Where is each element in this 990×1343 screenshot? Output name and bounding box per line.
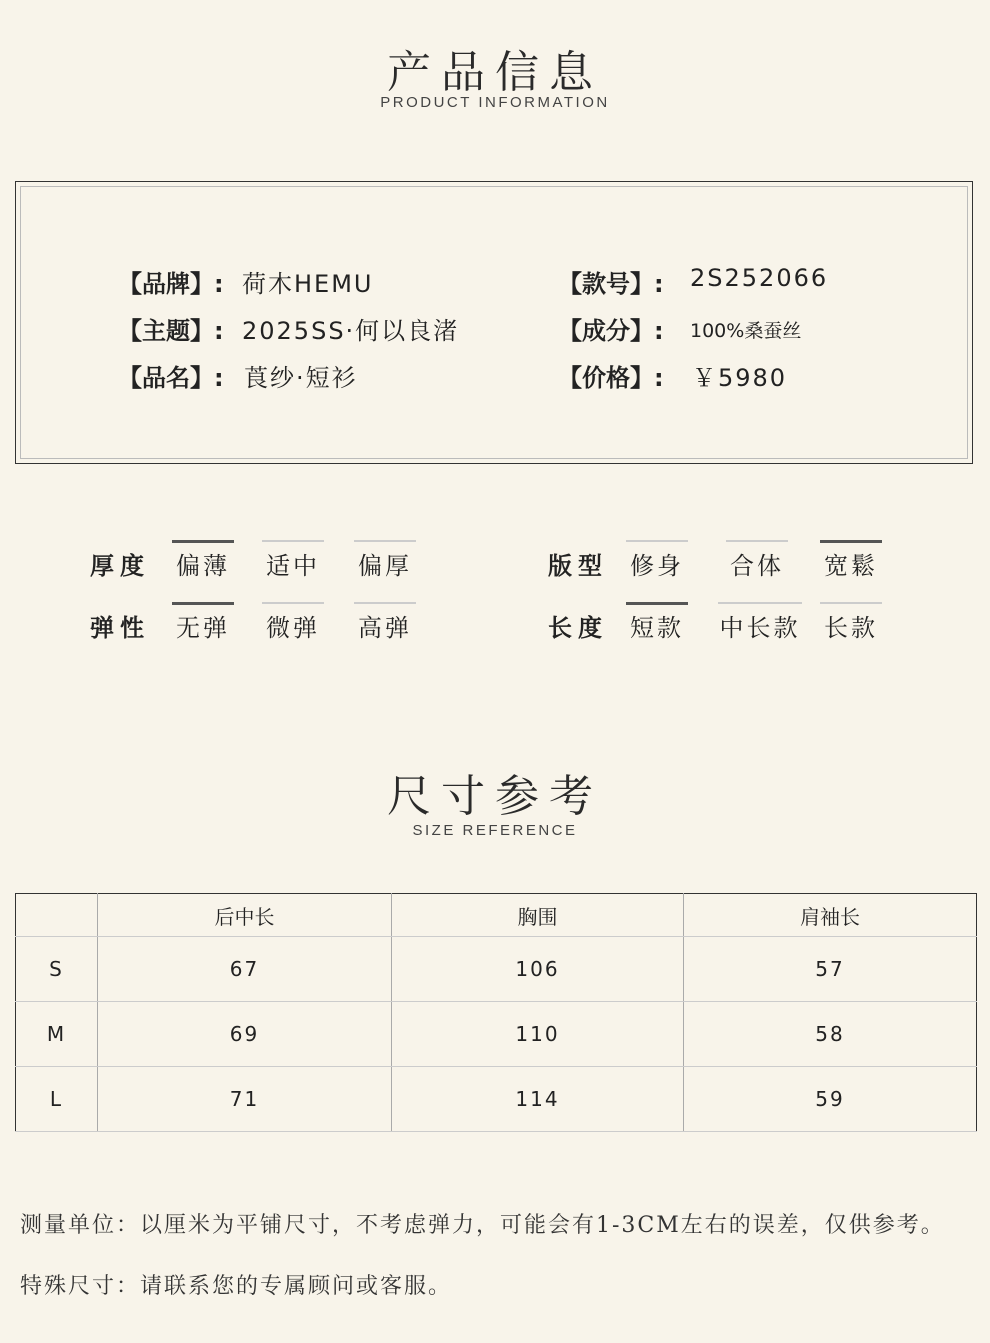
price-value: ￥5980 [692,364,788,392]
header-cell-empty [16,894,98,937]
table-cell: 69 [98,1002,392,1067]
price-label: 【价格】: [558,364,664,392]
style-no-label: 【款号】: [558,270,664,298]
table-row [16,1002,977,1067]
theme-value: 2025SS·何以良渚 [242,317,460,345]
table-row [16,937,977,1002]
brand-label: 【品牌】: [118,270,224,298]
table-cell: 59 [684,1067,977,1132]
attribute-option: 短款 [630,614,684,642]
product-info-subtitle: PRODUCT INFORMATION [380,94,610,111]
attribute-option: 中长款 [719,614,801,642]
attribute-option: 高弹 [358,614,412,642]
size-label-cell: L [16,1067,98,1132]
attribute-option: 偏厚 [358,552,412,580]
product-info-title: 产品信息 [387,47,603,98]
table-cell: 71 [98,1067,392,1132]
attribute-option: 长款 [824,614,878,642]
table-cell: 114 [392,1067,684,1132]
product-name-value: 莨纱·短衫 [244,364,358,392]
table-cell: 57 [684,937,977,1002]
header-back-length: 后中长 [98,894,392,937]
attribute-option: 无弹 [176,614,230,642]
attribute-option: 修身 [630,552,684,580]
brand-value: 荷木HEMU [242,270,374,298]
table-cell: 67 [98,937,392,1002]
size-reference-subtitle: SIZE REFERENCE [412,822,578,839]
attribute-option: 适中 [266,552,320,580]
attribute-label: 长度 [548,614,608,642]
composition-label: 【成分】: [558,317,664,345]
attribute-option: 宽鬆 [824,552,878,580]
attribute-option: 偏薄 [176,552,230,580]
table-cell: 58 [684,1002,977,1067]
attribute-label: 弹性 [90,614,150,642]
size-label-cell: M [16,1002,98,1067]
theme-label: 【主题】: [118,317,224,345]
table-cell: 110 [392,1002,684,1067]
attribute-option: 微弹 [266,614,320,642]
composition-value: 100%桑蚕丝 [690,320,802,342]
special-size-note: 特殊尺寸：请联系您的专属顾问或客服。 [20,1274,453,1299]
product-name-label: 【品名】: [118,364,224,392]
attribute-label: 版型 [548,552,608,580]
attribute-option: 合体 [730,552,784,580]
size-table [15,893,977,1132]
measurement-note: 测量单位：以厘米为平铺尺寸，不考虑弹力，可能会有1-3CM左右的误差，仅供参考。 [20,1213,945,1238]
table-row [16,1067,977,1132]
style-no-value: 2S252066 [690,264,829,292]
table-cell: 106 [392,937,684,1002]
header-shoulder-sleeve: 肩袖长 [684,894,977,937]
size-table-header-row [16,894,977,937]
attribute-label: 厚度 [90,552,150,580]
header-chest: 胸围 [392,894,684,937]
size-label-cell: S [16,937,98,1002]
size-reference-title: 尺寸参考 [387,771,603,822]
